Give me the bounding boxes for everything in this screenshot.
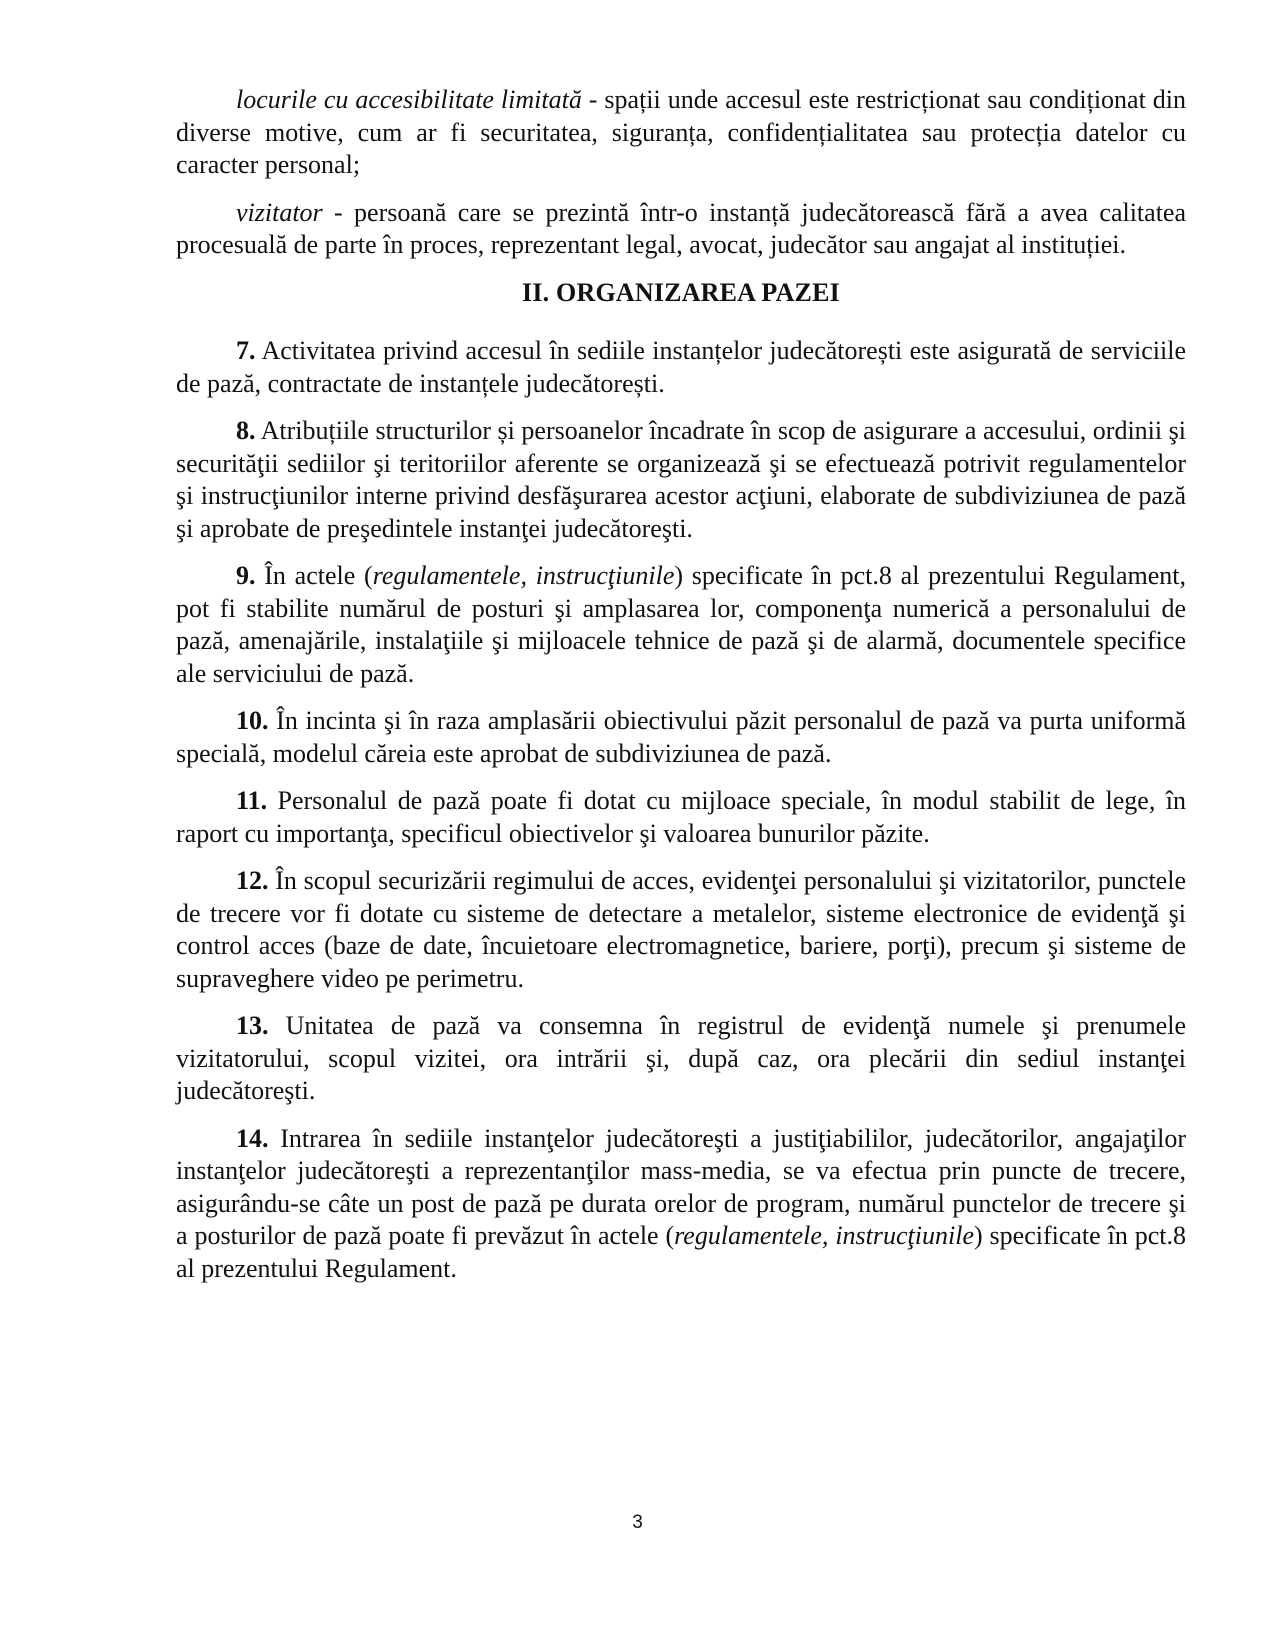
point-text: În incinta şi în raza amplasării obiectivului păzit personalul de pază va purta uniformă specială, modelul căreia este aprobat de subdiviziunea de pază.: [176, 706, 1186, 768]
point-number: 7.: [236, 336, 256, 365]
point-number: 10.: [236, 706, 269, 735]
point-number: 9.: [236, 561, 256, 590]
point-text: Unitatea de pază va consemna în registrul de evidenţă numele şi prenumele vizitatorului, scopul vizitei, ora intrării şi, după caz, ora plecării din sediul instanţei judecătoreşti.: [176, 1011, 1186, 1105]
point-text: ) specificate în pct.8 al prezentului Regulament.: [176, 1221, 1186, 1283]
point-text: Personalul de pază poate fi dotat cu mijloace speciale, în modul stabilit de lege, în raport cu importanţa, specificul obiectivelor şi valoarea bunurilor păzite.: [176, 786, 1186, 848]
section-heading: II. ORGANIZAREA PAZEI: [522, 277, 840, 307]
definition-visitor: [176, 197, 1186, 262]
point-text: În actele (: [255, 561, 373, 590]
point-text: ) specificate în pct.8 al prezentului Regulament, pot fi stabilite numărul de posturi şi amplasarea lor, componenţa numerică a personalului de pază, amenajările, instalaţiile şi mijloacele tehnice de pază şi de alarmă, documentele specifice ale serviciului de pază.: [176, 561, 1186, 688]
point-italic-text: regulamentele, instrucţiunile: [674, 1221, 974, 1250]
definition-text: - spații unde accesul este restricționat sau condiționat din diverse motive, cum ar fi securitatea, siguranța, confidențialitatea sau protecția datelor cu caracter personal;: [176, 85, 1186, 179]
point-8: [176, 415, 1186, 545]
point-7: [176, 335, 1186, 400]
point-14: [176, 1123, 1186, 1286]
point-9: [176, 560, 1186, 690]
point-text: Atribuțiile structurilor și persoanelor încadrate în scop de asigurare a accesului, ordinii şi securităţii sediilor şi teritoriilor aferente se organizează şi se efectuează potrivit regulamentelor şi instrucţiunilor interne privind desfăşurarea acestor acţiuni, elaborate de subdiviziunea de pază şi aprobate de preşedintele instanţei judecătoreşti.: [176, 416, 1186, 543]
point-text: Intrarea în sediile instanţelor judecătoreşti a justiţiabililor, judecătorilor, angajaţilor instanţelor judecătoreşti a reprezentanţilor mass-media, se va efectua prin puncte de trecere, asigurându-se câte un post de pază pe durata orelor de program, numărul punctelor de trecere şi a posturilor de pază poate fi prevăzut în actele (: [176, 1123, 1186, 1250]
point-text: În scopul securizării regimului de acces, evidenţei personalului şi vizitatorilor, punctele de trecere vor fi dotate cu sisteme de detectare a metalelor, sisteme electronice de evidenţă şi control acces (baze de date, încuietoare electromagnetice, bariere, porţi), precum şi sisteme de supraveghere video pe perimetru.: [176, 866, 1186, 993]
point-number: 14.: [236, 1123, 269, 1153]
point-number: 11.: [236, 786, 268, 815]
point-number: 8.: [236, 416, 256, 445]
point-10: [176, 705, 1186, 770]
point-number: 12.: [236, 866, 269, 895]
point-12: [176, 865, 1186, 995]
definition-term: locurile cu accesibilitate limitată: [236, 85, 582, 114]
point-13: [176, 1010, 1186, 1108]
definition-term: vizitator: [236, 197, 323, 227]
definition-limited-access: [176, 84, 1186, 182]
point-text: Activitatea privind accesul în sediile instanțelor judecătorești este asigurată de serviciile de pază, contractate de instanțele judecătorești.: [176, 336, 1186, 398]
definition-text: - persoană care se prezintă într-o instanță judecătorească fără a avea calitatea procesuală de parte în proces, reprezentant legal, avocat, judecător sau angajat al instituției.: [176, 197, 1186, 259]
point-number: 13.: [236, 1011, 269, 1040]
point-italic-text: regulamentele, instrucţiunile: [372, 561, 675, 590]
document-page: [176, 84, 1186, 1300]
point-11: [176, 785, 1186, 850]
page-number: 3: [632, 1512, 643, 1533]
